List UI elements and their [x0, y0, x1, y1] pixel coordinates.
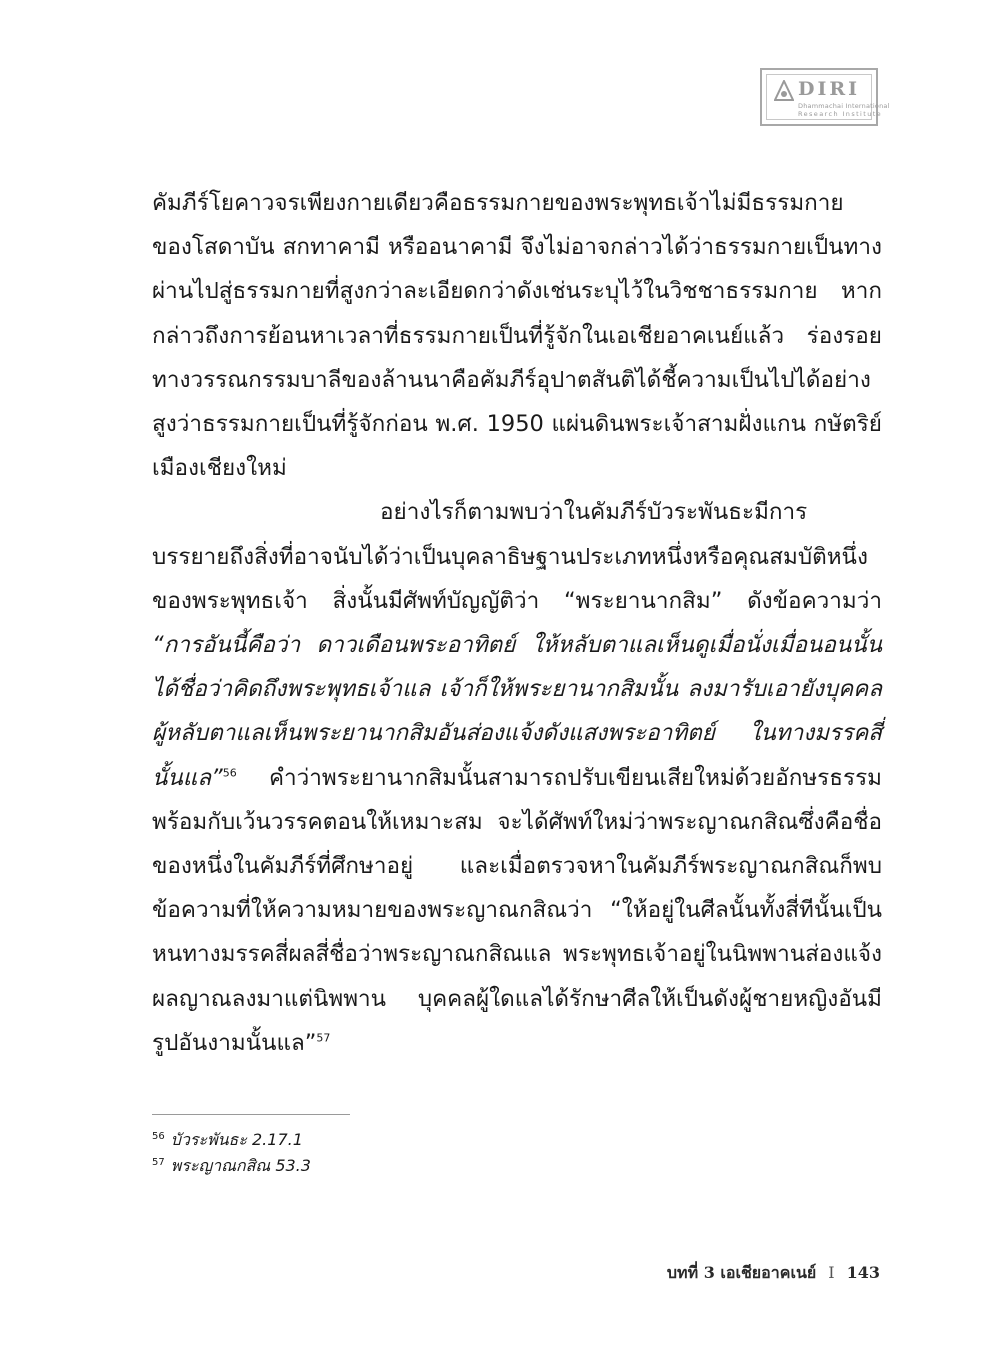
diri-emblem-icon [774, 80, 794, 102]
footnote-57-text: พระญาณกสิณ 53.3 [170, 1156, 311, 1175]
footnote-ref-56[interactable]: 56 [222, 766, 237, 780]
page-number: 143 [846, 1263, 880, 1282]
paragraph-2-quote: “การอันนี้คือว่า ดาวเดือนพระอาทิตย์ ให้หลับตาแลเห็นดูเมื่อนั่งเมื่อนอนนั้น ได้ชื่อว่าคิดถึงพระพุทธเจ้าแล เจ้าก็ให้พระยานากสิมนั้น ลงมารับเอายังบุคคลผู้หลับตาแลเห็นพระยานากสิมอันส่องแจ้งดังแสงพระอาทิตย์ ในทางมรรคสี่นั้นแล” [152, 632, 882, 791]
page-footer [667, 1263, 880, 1283]
footnote-ref-57[interactable]: 57 [316, 1031, 331, 1045]
footnote-divider [152, 1114, 350, 1115]
logo-subtitle-2: Research Institute [798, 110, 883, 118]
footer-separator: I [828, 1263, 835, 1282]
paragraph-2-intro: อย่างไรก็ตามพบว่าในคัมภีร์บัวระพันธะมีการบรรยายถึงสิ่งที่อาจนับได้ว่าเป็นบุคลาธิษฐานประเภทหนึ่งหรือคุณสมบัติหนึ่งของพระพุทธเจ้า สิ่งนั้นมีศัพท์บัญญัติว่า “พระยานากสิม” ดังข้อความว่า [152, 499, 882, 614]
paragraph-2 [152, 490, 882, 1065]
footnote-57 [152, 1156, 311, 1176]
body-text [152, 181, 882, 1065]
diri-logo [760, 68, 890, 126]
footnote-57-number: 57 [152, 1156, 165, 1168]
logo-brand: DIRI [798, 78, 861, 100]
footnote-56 [152, 1130, 303, 1150]
chapter-title: บทที่ 3 เอเชียอาคเนย์ [666, 1263, 817, 1282]
logo-subtitle-1: Dhammachai International [798, 102, 890, 110]
footnote-56-number: 56 [152, 1130, 165, 1142]
paragraph-2-continuation: คำว่าพระยานากสิมนั้นสามารถปรับเขียนเสียใหม่ด้วยอักษรธรรมพร้อมกับเว้นวรรคตอนให้เหมาะสม จะได้ศัพท์ใหม่ว่าพระญาณกสิณซึ่งคือชื่อของหนึ่งในคัมภีร์ที่ศึกษาอยู่ และเมื่อตรวจหาในคัมภีร์พระญาณกสิณก็พบข้อความที่ให้ความหมายของพระญาณกสิณว่า “ให้อยู่ในศีลนั้นทั้งสี่ทีนั้นเป็นหนทางมรรคสี่ผลสี่ชื่อว่าพระญาณกสิณแล พระพุทธเจ้าอยู่ในนิพพานส่องแจ้งผลญาณลงมาแต่นิพพาน บุคคลผู้ใดแลได้รักษาศีลให้เป็นดังผู้ชายหญิงอันมีรูปอันงามนั้นแล” [152, 764, 882, 1056]
footnote-56-text: บัวระพันธะ 2.17.1 [170, 1130, 303, 1149]
paragraph-1: คัมภีร์โยคาวจรเพียงกายเดียวคือธรรมกายของพระพุทธเจ้าไม่มีธรรมกายของโสดาบัน สกทาคามี หรืออนาคามี จึงไม่อาจกล่าวได้ว่าธรรมกายเป็นทางผ่านไปสู่ธรรมกายที่สูงกว่าละเอียดกว่าดังเช่นระบุไว้ในวิชชาธรรมกาย หากกล่าวถึงการย้อนหาเวลาที่ธรรมกายเป็นที่รู้จักในเอเชียอาคเนย์แล้ว ร่องรอยทางวรรณกรรมบาลีของล้านนาคือคัมภีร์อุปาตสันติได้ชี้ความเป็นไปได้อย่างสูงว่าธรรมกายเป็นที่รู้จักก่อน พ.ศ. 1950 แผ่นดินพระเจ้าสามฝั่งแกน กษัตริย์เมืองเชียงใหม่ [152, 190, 882, 482]
